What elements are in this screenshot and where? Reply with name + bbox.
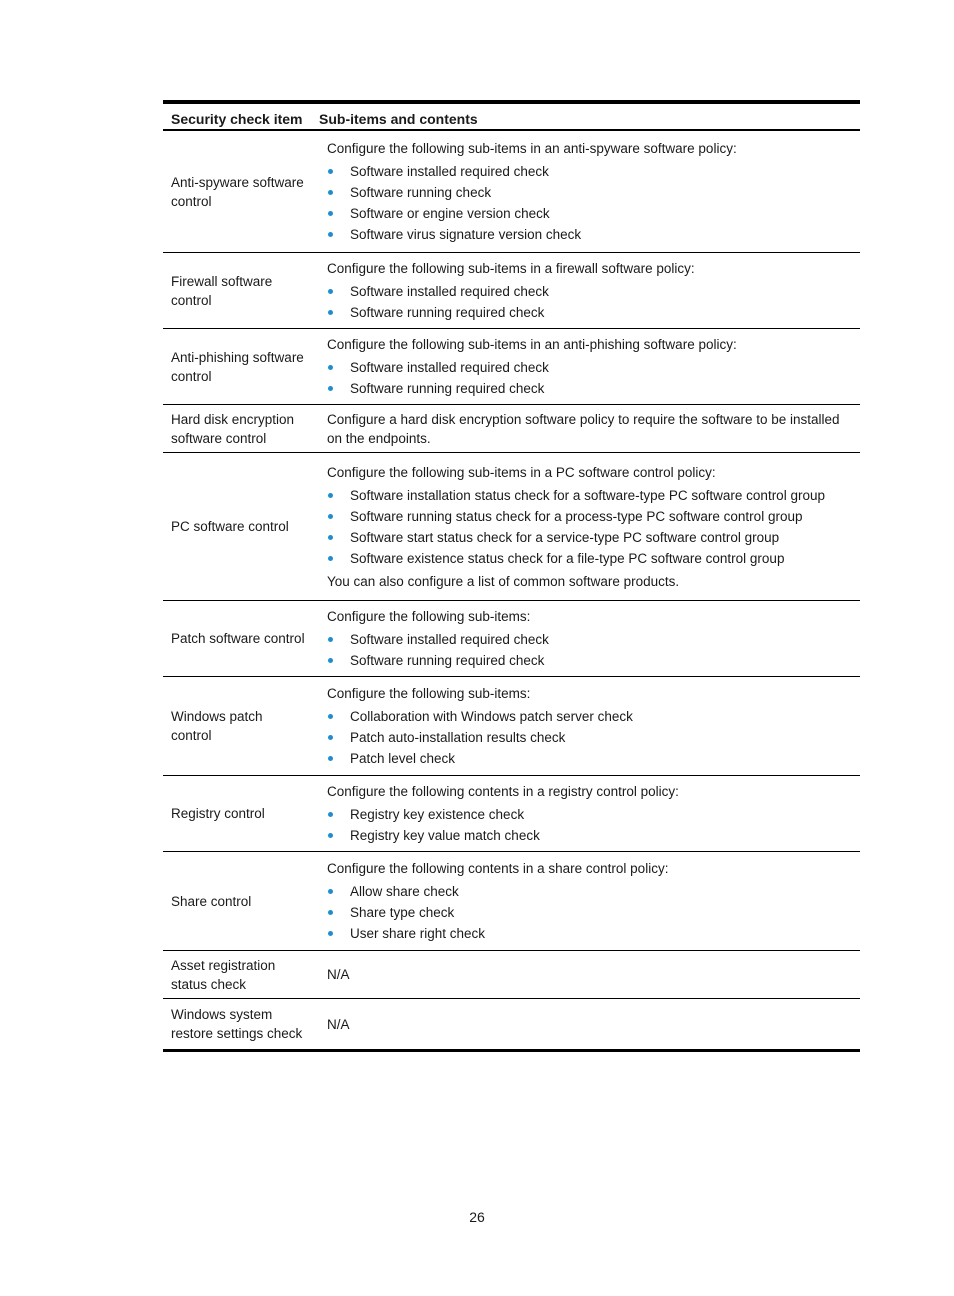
table-row [163, 453, 860, 601]
contents-intro: Configure the following contents in a share control policy: [327, 861, 669, 876]
security-check-table [163, 100, 860, 1052]
table-row [163, 601, 860, 677]
security-check-item-label: Windows patch control [171, 709, 263, 743]
list-item: Software installed required check [327, 630, 846, 649]
security-check-item [163, 852, 319, 950]
security-check-item [163, 253, 319, 328]
list-item: Software installation status check for a software-type PC software control group [327, 486, 846, 505]
sub-items-contents [319, 405, 860, 452]
list-item: Share type check [327, 903, 846, 922]
table-row [163, 405, 860, 453]
table-body [163, 131, 860, 1049]
contents-intro: Configure the following sub-items: [327, 609, 531, 624]
contents-intro: Configure the following sub-items: [327, 686, 531, 701]
table-row [163, 951, 860, 999]
contents-note: You can also configure a list of common software products. [327, 573, 680, 589]
security-check-item [163, 677, 319, 775]
list-item: User share right check [327, 924, 846, 943]
list-item: Software installed required check [327, 358, 846, 377]
contents-intro: Configure the following sub-items in a firewall software policy: [327, 261, 695, 276]
table-row [163, 131, 860, 253]
contents-intro: Configure the following sub-items in an anti-spyware software policy: [327, 141, 737, 156]
sub-item-list [327, 280, 846, 324]
list-item: Software installed required check [327, 162, 846, 181]
security-check-item-label: Registry control [171, 806, 265, 821]
list-item: Software running required check [327, 303, 846, 322]
security-check-item [163, 776, 319, 851]
sub-items-contents [319, 776, 860, 851]
sub-items-contents [319, 131, 860, 252]
security-check-item-label: Windows system restore settings check [171, 1007, 303, 1041]
contents-intro: Configure the following sub-items in a PC software control policy: [327, 464, 716, 480]
header-security-check-item: Security check item [171, 111, 303, 127]
sub-item-list [327, 705, 846, 770]
list-item: Software virus signature version check [327, 225, 846, 244]
security-check-item-label: Share control [171, 893, 252, 909]
list-item: Software running check [327, 183, 846, 202]
list-item: Software existence status check for a file-type PC software control group [327, 549, 846, 568]
list-item: Software running status check for a process-type PC software control group [327, 507, 846, 526]
security-check-item-label: Anti-spyware software control [171, 174, 304, 209]
sub-items-contents [319, 951, 860, 998]
sub-item-list [327, 880, 846, 945]
list-item: Patch auto-installation results check [327, 728, 846, 747]
sub-items-contents [319, 453, 860, 600]
table-row [163, 329, 860, 405]
table-row [163, 677, 860, 776]
list-item: Registry key existence check [327, 805, 846, 824]
contents-intro: Configure a hard disk encryption software policy to require the software to be installed on the endpoints. [327, 411, 840, 446]
security-check-item-label: Patch software control [171, 631, 305, 646]
table-header [163, 104, 860, 131]
security-check-item [163, 601, 319, 676]
sub-items-contents [319, 253, 860, 328]
list-item: Software running required check [327, 651, 846, 670]
list-item: Patch level check [327, 749, 846, 768]
security-check-item-label: Firewall software control [171, 273, 273, 308]
contents-intro: N/A [327, 1016, 350, 1032]
sub-item-list [327, 160, 846, 246]
security-check-item [163, 453, 319, 600]
sub-items-contents [319, 601, 860, 676]
sub-item-list [327, 356, 846, 400]
list-item: Software running required check [327, 379, 846, 398]
security-check-item [163, 951, 319, 998]
list-item: Software installed required check [327, 282, 846, 301]
security-check-item [163, 999, 319, 1049]
sub-item-list [327, 628, 846, 672]
list-item: Allow share check [327, 882, 846, 901]
sub-items-contents [319, 852, 860, 950]
sub-item-list [327, 803, 846, 847]
table-row [163, 999, 860, 1049]
sub-items-contents [319, 677, 860, 775]
sub-item-list [327, 484, 846, 570]
security-check-item-label: Hard disk encryption software control [171, 411, 295, 446]
table-row [163, 776, 860, 852]
list-item: Software or engine version check [327, 204, 846, 223]
security-check-item-label: Asset registration status check [171, 957, 276, 992]
security-check-item-label: Anti-phishing software control [171, 349, 304, 384]
page-number: 26 [469, 1209, 485, 1225]
table-row [163, 852, 860, 951]
header-sub-items: Sub-items and contents [319, 111, 478, 127]
list-item: Collaboration with Windows patch server check [327, 707, 846, 726]
sub-items-contents [319, 999, 860, 1049]
security-check-item [163, 329, 319, 404]
list-item: Registry key value match check [327, 826, 846, 845]
table-row [163, 253, 860, 329]
contents-intro: Configure the following sub-items in an anti-phishing software policy: [327, 337, 737, 352]
list-item: Software start status check for a service-type PC software control group [327, 528, 846, 547]
contents-intro: Configure the following contents in a registry control policy: [327, 784, 679, 799]
contents-intro: N/A [327, 967, 350, 982]
sub-items-contents [319, 329, 860, 404]
security-check-item [163, 405, 319, 452]
security-check-item [163, 131, 319, 252]
security-check-item-label: PC software control [171, 519, 289, 534]
